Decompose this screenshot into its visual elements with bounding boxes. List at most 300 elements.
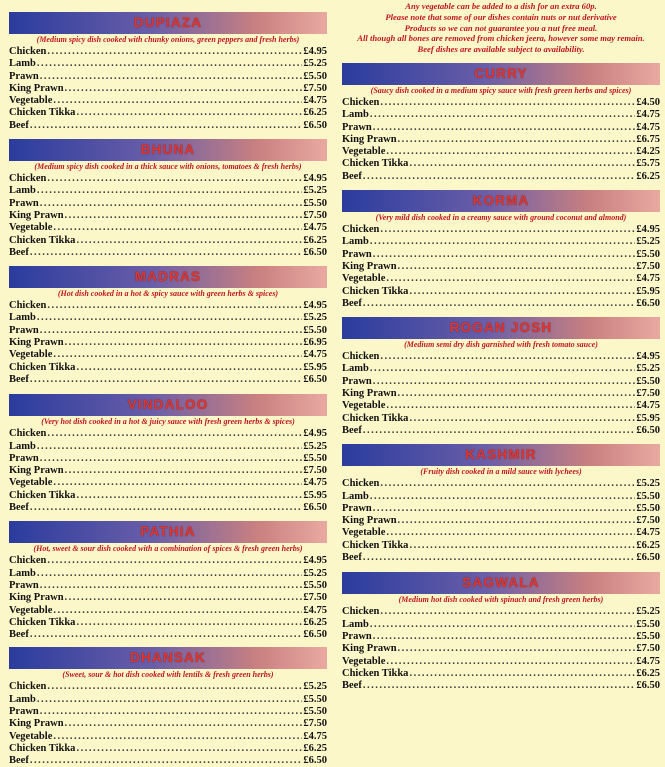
menu-items [342,224,660,310]
item-name: Chicken Tikka [9,489,76,501]
dot-leader [40,453,303,465]
item-price: £5.25 [303,312,327,324]
section-title: BHUNA [9,139,327,161]
item-name: Prawn [342,248,372,260]
item-name: Chicken Tikka [9,107,76,119]
menu-item [9,325,327,337]
item-price: £4.75 [303,95,327,107]
menu-item [342,286,660,298]
item-price: £6.50 [636,297,660,309]
menu-item [9,755,327,767]
menu-section-pathia [9,521,327,641]
section-description: (Medium spicy dish cooked in a thick sauce with onions, tomatoes & fresh herbs) [34,162,302,172]
section-title: KASHMIR [342,444,660,466]
menu-item [9,120,327,132]
item-price: £6.50 [303,373,327,385]
item-name: King Prawn [342,260,397,272]
menu-items [342,97,660,183]
item-name: Prawn [9,197,39,209]
section-description: (Very mild dish cooked in a creamy sauce with ground coconut and almond) [375,213,627,223]
item-price: £5.50 [303,452,327,464]
menu-section-rogan-josh [342,317,660,437]
item-price: £6.75 [636,133,660,145]
item-name: Vegetable [342,655,386,667]
item-price: £5.50 [303,705,327,717]
dot-leader [373,376,636,388]
menu-item [342,478,660,490]
dot-leader [363,171,636,183]
dot-leader [386,273,635,285]
section-title: VINDALOO [9,394,327,416]
dot-leader [47,681,302,693]
menu-item [342,680,660,692]
item-name: Beef [9,119,29,131]
dot-leader [40,706,303,718]
dot-leader [380,224,635,236]
dot-leader [76,235,302,247]
menu-item [9,198,327,210]
item-price: £7.50 [636,643,660,655]
dot-leader [363,680,636,692]
menu-item [9,681,327,693]
item-name: Chicken Tikka [342,285,409,297]
dot-leader [76,743,302,755]
section-title: KORMA [342,190,660,212]
dot-leader [386,146,635,158]
item-price: £5.75 [636,158,660,170]
item-price: £4.75 [636,121,660,133]
item-name: Vegetable [342,146,386,158]
item-name: Chicken [9,300,47,312]
item-name: Chicken Tikka [342,539,409,551]
section-description: (Fruity dish cooked in a mild sauce with lychees) [420,467,582,477]
item-price: £4.75 [636,109,660,121]
menu-item [342,363,660,375]
item-name: Prawn [342,630,372,642]
menu-items [9,173,327,259]
dot-leader [76,362,302,374]
menu-item [342,656,660,668]
item-name: Beef [342,680,362,692]
menu-item [342,351,660,363]
item-name: Lamb [342,363,369,375]
item-name: Lamb [342,618,369,630]
menu-section-madras [9,266,327,386]
menu-item [342,668,660,680]
menu-item [342,515,660,527]
item-name: King Prawn [342,388,397,400]
menu-item [9,617,327,629]
menu-item [9,83,327,95]
menu-item [9,428,327,440]
dot-leader [363,552,636,564]
menu-section-dupiaza [9,12,327,132]
dot-leader [65,718,303,730]
dot-leader [363,425,636,437]
item-name: Chicken [9,555,47,567]
item-price: £6.50 [303,755,327,767]
dot-leader [370,491,636,503]
menu-item [342,97,660,109]
item-name: Prawn [9,579,39,591]
menu-item [342,224,660,236]
dot-leader [409,668,635,680]
item-name: Lamb [9,312,36,324]
item-name: Lamb [9,693,36,705]
item-name: Lamb [342,490,369,502]
item-name: Chicken [9,681,47,693]
item-name: Chicken Tikka [342,412,409,424]
item-price: £6.25 [303,616,327,628]
dot-leader [370,619,636,631]
item-name: King Prawn [9,465,64,477]
dot-leader [65,337,303,349]
item-price: £5.95 [636,412,660,424]
item-price: £7.50 [303,718,327,730]
menu-item [9,58,327,70]
item-price: £5.25 [303,185,327,197]
item-name: King Prawn [342,515,397,527]
menu-item [9,362,327,374]
item-price: £5.50 [303,324,327,336]
item-name: Beef [9,502,29,514]
menu-item [9,580,327,592]
section-description: (Sweet, sour & hot dish cooked with lentils & fresh green herbs) [62,670,274,680]
menu-section-kashmir [342,444,660,564]
item-price: £6.25 [636,667,660,679]
menu-items [9,300,327,386]
dot-leader [53,95,302,107]
item-price: £4.75 [303,349,327,361]
menu-item [342,491,660,503]
item-name: Beef [342,297,362,309]
menu-item [342,109,660,121]
dot-leader [398,388,636,400]
menu-item [9,173,327,185]
dot-leader [373,631,636,643]
menu-item [9,592,327,604]
menu-item [9,247,327,259]
menu-item [9,465,327,477]
menu-item [342,171,660,183]
dot-leader [380,97,635,109]
section-description: (Hot dish cooked in a hot & spicy sauce with green herbs & spices) [57,289,279,299]
dot-leader [37,312,303,324]
dot-leader [386,400,635,412]
item-price: £6.25 [303,234,327,246]
item-price: £5.25 [636,606,660,618]
dot-leader [370,363,636,375]
item-name: Lamb [9,58,36,70]
dot-leader [30,374,303,386]
item-price: £4.95 [303,173,327,185]
menu-item [342,236,660,248]
item-price: £7.50 [303,465,327,477]
dot-leader [398,261,636,273]
section-title: SAGWALA [342,572,660,594]
item-name: Prawn [9,705,39,717]
item-price: £5.50 [636,618,660,630]
menu-item [342,158,660,170]
menu-item [9,605,327,617]
menu-item [342,606,660,618]
dot-leader [370,236,636,248]
dot-leader [30,120,303,132]
dot-leader [47,300,302,312]
dot-leader [76,490,302,502]
menu-item [9,718,327,730]
item-price: £6.25 [636,170,660,182]
item-price: £4.50 [636,97,660,108]
item-price: £7.50 [636,388,660,400]
item-price: £6.50 [636,680,660,692]
section-description: (Medium semi dry dish garnished with fresh tomato sauce) [404,340,598,350]
dot-leader [37,58,303,70]
item-name: Lamb [342,236,369,248]
item-price: £4.75 [636,655,660,667]
item-name: Vegetable [9,730,53,742]
item-price: £6.25 [303,742,327,754]
item-name: Chicken Tikka [9,616,76,628]
menu-notice [342,0,660,63]
menu-item [9,71,327,83]
menu-item [342,413,660,425]
item-price: £4.75 [636,400,660,412]
menu-item [342,146,660,158]
notice-line: All though all bones are removed from chicken jeera, however some may remain. [357,33,645,44]
item-price: £5.25 [636,478,660,490]
menu-item [9,441,327,453]
dot-leader [398,515,636,527]
notice-line: Please note that some of our dishes contain nuts or nut derivative [385,11,617,22]
item-price: £5.50 [303,579,327,591]
section-title: DHANSAK [9,647,327,669]
item-price: £4.95 [303,46,327,57]
dot-leader [76,107,302,119]
item-price: £4.75 [303,222,327,234]
dot-leader [65,83,303,95]
dot-leader [363,298,636,310]
item-name: Chicken Tikka [9,361,76,373]
menu-items [9,46,327,132]
item-price: £5.25 [303,567,327,579]
item-name: Beef [9,629,29,641]
item-name: Chicken [9,46,47,57]
item-name: Chicken Tikka [9,742,76,754]
item-name: Prawn [342,121,372,133]
section-title: PATHIA [9,521,327,543]
item-price: £5.50 [636,630,660,642]
dot-leader [30,629,303,641]
item-price: £5.50 [636,502,660,514]
menu-item [9,477,327,489]
item-name: Beef [9,755,29,767]
section-description: (Medium hot dish cooked with spinach and fresh green herbs) [398,595,604,605]
menu-item [9,743,327,755]
item-name: Prawn [9,452,39,464]
item-price: £4.75 [636,527,660,539]
item-price: £4.95 [636,351,660,363]
dot-leader [30,502,303,514]
section-title: DUPIAZA [9,12,327,34]
dot-leader [370,109,636,121]
dot-leader [380,478,635,490]
dot-leader [65,210,303,222]
item-name: Vegetable [342,527,386,539]
item-name: Prawn [342,375,372,387]
item-name: Vegetable [9,349,53,361]
dot-leader [409,286,635,298]
menu-section-vindaloo [9,394,327,514]
dot-leader [37,185,303,197]
section-title: CURRY [342,63,660,85]
menu-item [342,540,660,552]
item-price: £5.25 [636,363,660,375]
menu-item [342,376,660,388]
item-price: £4.95 [636,224,660,236]
menu-item [9,107,327,119]
menu-items [342,606,660,692]
notice-line: Beef dishes are available subject to availability. [417,44,585,55]
section-description: (Very hot dish cooked in a hot & juicy sauce with fresh green herbs & spices) [41,417,295,427]
dot-leader [37,694,303,706]
item-name: Vegetable [342,273,386,285]
dot-leader [380,351,635,363]
menu-items [342,351,660,437]
item-name: Prawn [9,70,39,82]
dot-leader [65,465,303,477]
menu-item [342,619,660,631]
dot-leader [30,247,303,259]
item-price: £5.25 [303,58,327,70]
item-name: Beef [9,373,29,385]
item-name: King Prawn [9,337,64,349]
item-name: Beef [9,246,29,258]
item-price: £6.25 [636,539,660,551]
menu-item [9,374,327,386]
dot-leader [53,605,302,617]
menu-section-dhansak [9,647,327,767]
item-price: £5.25 [636,236,660,248]
item-name: Vegetable [9,222,53,234]
section-description: (Hot, sweet & sour dish cooked with a combination of spices & fresh green herbs) [33,544,303,554]
menu-item [342,388,660,400]
item-price: £5.25 [303,440,327,452]
dot-leader [76,617,302,629]
menu-item [9,629,327,641]
section-description: (Saucy dish cooked in a medium spicy sauce with fresh green herbs and spices) [370,86,632,95]
item-price: £4.25 [636,146,660,158]
item-name: Beef [342,424,362,436]
menu-item [342,527,660,539]
dot-leader [30,755,303,767]
dot-leader [40,198,303,210]
item-price: £5.50 [303,693,327,705]
item-name: King Prawn [9,592,64,604]
menu-items [9,428,327,514]
menu-section-sagwala [342,572,660,692]
item-name: Chicken Tikka [342,158,409,170]
dot-leader [386,656,635,668]
item-price: £6.50 [303,629,327,641]
item-price: £4.95 [303,300,327,312]
dot-leader [386,527,635,539]
item-price: £6.50 [636,424,660,436]
menu-item [9,210,327,222]
item-name: Chicken [342,478,380,490]
menu-item [342,249,660,261]
item-name: Lamb [9,567,36,579]
item-name: Lamb [342,109,369,121]
item-name: Vegetable [342,400,386,412]
section-title: ROGAN JOSH [342,317,660,339]
dot-leader [409,158,635,170]
item-price: £7.50 [303,592,327,604]
item-price: £4.75 [303,604,327,616]
right-menu-column [342,0,660,692]
menu-item [9,568,327,580]
menu-item [9,222,327,234]
dot-leader [53,477,302,489]
menu-items [9,555,327,641]
dot-leader [409,540,635,552]
menu-item [9,555,327,567]
item-name: Chicken Tikka [9,234,76,246]
dot-leader [65,592,303,604]
item-name: Beef [342,552,362,564]
dot-leader [53,349,302,361]
item-name: Chicken [342,351,380,363]
dot-leader [40,325,303,337]
menu-item [342,643,660,655]
menu-item [342,631,660,643]
item-price: £5.50 [303,70,327,82]
dot-leader [47,46,302,58]
menu-item [9,185,327,197]
notice-line: Any vegetable can be added to a dish for an extra 60p. [405,1,597,11]
dot-leader [398,134,636,146]
menu-item [9,46,327,58]
menu-section-korma [342,190,660,310]
menu-item [9,337,327,349]
item-name: Prawn [342,502,372,514]
item-name: King Prawn [9,209,64,221]
menu-item [9,490,327,502]
dot-leader [373,122,636,134]
item-name: King Prawn [9,82,64,94]
menu-item [342,261,660,273]
dot-leader [398,643,636,655]
menu-item [9,312,327,324]
menu-item [342,122,660,134]
dot-leader [380,606,635,618]
item-price: £6.50 [636,552,660,564]
item-price: £4.75 [303,730,327,742]
menu-item [342,134,660,146]
menu-item [9,349,327,361]
item-name: Chicken Tikka [342,667,409,679]
item-price: £5.95 [303,489,327,501]
menu-item [342,552,660,564]
menu-item [9,706,327,718]
dot-leader [37,568,303,580]
left-menu-column [9,0,327,767]
item-name: Chicken [342,224,380,236]
item-price: £4.75 [303,477,327,489]
dot-leader [53,222,302,234]
notice-line: Products so we can not guarantee you a nut free meal. [404,22,598,33]
item-price: £6.50 [303,502,327,514]
